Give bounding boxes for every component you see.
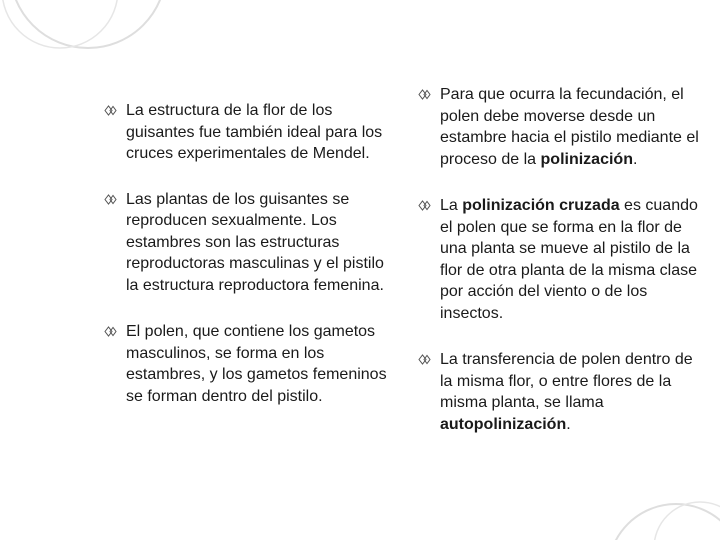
diamond-bullet-icon	[418, 354, 431, 365]
list-item	[418, 349, 704, 435]
item-text: La estructura de la flor de los guisantes fue también ideal para los cruces experimentales de Mendel.	[126, 102, 383, 162]
item-text-bold: polinización cruzada	[462, 197, 620, 214]
list-item	[104, 321, 388, 407]
left-column	[104, 100, 387, 407]
diamond-bullet-icon	[418, 200, 431, 211]
item-text-bold: autopolinización	[440, 415, 567, 433]
item-text-pre: La transferencia de polen dentro de la misma flor, o entre flores de la misma planta, se llama	[440, 351, 693, 411]
list-item	[104, 189, 388, 297]
item-text: Las plantas de los guisantes se reproducen sexualmente. Los estambres son las estructuras reproductoras masculinas y el pistilo la estructura reproductora femenina.	[126, 190, 384, 294]
item-text-bold: polinización	[540, 150, 633, 168]
right-column	[418, 84, 699, 435]
item-text-pre: La	[440, 197, 463, 214]
item-text-post: .	[566, 415, 571, 433]
diamond-bullet-icon	[104, 194, 117, 205]
item-text-post: .	[632, 150, 638, 168]
list-item	[418, 84, 704, 170]
list-item	[418, 195, 704, 324]
list-item	[104, 100, 388, 165]
item-text: El polen, que contiene los gametos masculinos, se forma en los estambres, y los gametos femeninos se forman dentro del pistilo.	[126, 323, 387, 405]
item-text-pre: Para que ocurra la fecundación, el polen debe moverse desde un estambre hacia el pistilo mediante el proceso de la	[440, 86, 699, 168]
diamond-bullet-icon	[104, 326, 117, 337]
diamond-bullet-icon	[104, 105, 117, 116]
diamond-bullet-icon	[418, 89, 431, 100]
item-text-post: es cuando el polen que se forma en la flor de una planta se mueve al pistilo de la flor de otra planta de la misma clase por acción del viento o de los insectos.	[440, 197, 698, 322]
